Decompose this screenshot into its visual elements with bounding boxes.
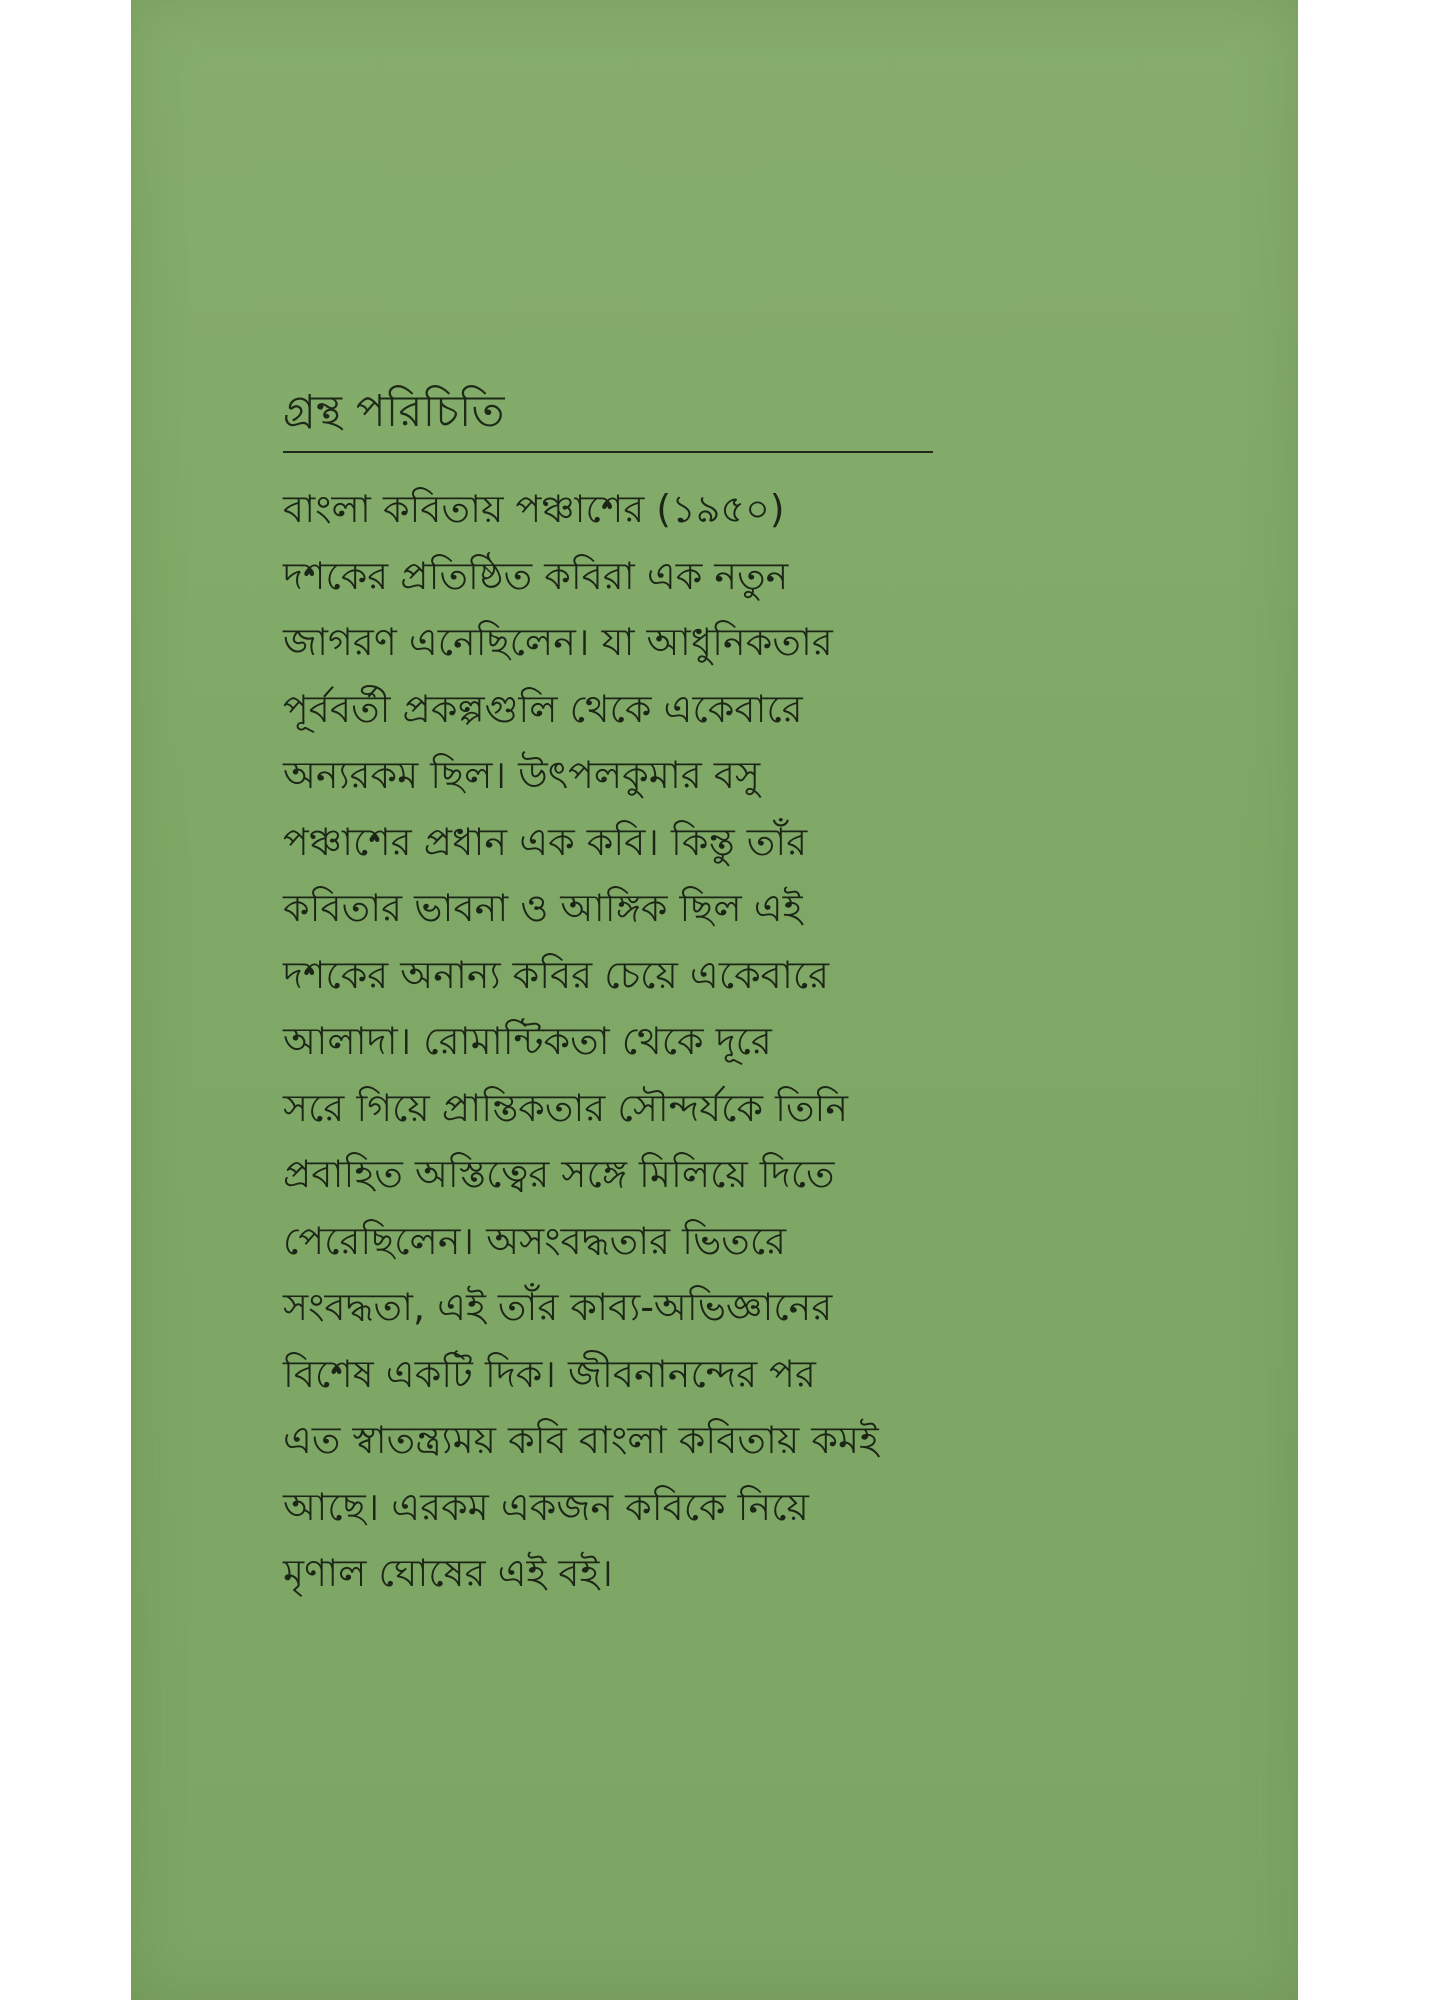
text-line: দশকের অনান্য কবির চেয়ে একেবারে <box>283 952 830 997</box>
text-line: আলাদা। রোমান্টিকতা থেকে দূরে <box>283 1019 772 1063</box>
text-line: সংবদ্ধতা, এই তাঁর কাব্য-অভিজ্ঞানের <box>283 1285 833 1329</box>
text-line: পূর্ববর্তী প্রকল্পগুলি থেকে একেবারে <box>283 686 803 731</box>
text-line: কবিতার ভাবনা ও আঙ্গিক ছিল এই <box>283 886 803 930</box>
text-line: বিশেষ একটি দিক। জীবনানন্দের পর <box>283 1351 816 1396</box>
text-line: সরে গিয়ে প্রান্তিকতার সৌন্দর্যকে তিনি <box>283 1085 849 1130</box>
text-line: পেরেছিলেন। অসংবদ্ধতার ভিতরে <box>283 1218 786 1263</box>
text-line: জাগরণ এনেছিলেন। যা আধুনিকতার <box>283 620 833 664</box>
book-introduction-text <box>283 476 983 1607</box>
text-line: প্রবাহিত অস্তিত্বের সঙ্গে মিলিয়ে দিতে <box>283 1152 835 1196</box>
heading-underline <box>283 451 933 453</box>
text-line: আছে। এরকম একজন কবিকে নিয়ে <box>283 1484 809 1529</box>
text-line: মৃণাল ঘোষের এই বই। <box>283 1551 613 1595</box>
text-line: বাংলা কবিতায় পঞ্চাশের (১৯৫০) <box>283 487 785 531</box>
text-line: পঞ্চাশের প্রধান এক কবি। কিন্তু তাঁর <box>283 819 808 864</box>
text-line: অন্যরকম ছিল। উৎপলকুমার বসু <box>283 753 761 797</box>
text-line: দশকের প্রতিষ্ঠিত কবিরা এক নতুন <box>283 553 789 598</box>
text-line: এত স্বাতন্ত্র্যময় কবি বাংলা কবিতায় কমই <box>283 1418 879 1462</box>
section-heading: গ্রন্থ পরিচিতি <box>283 386 505 437</box>
